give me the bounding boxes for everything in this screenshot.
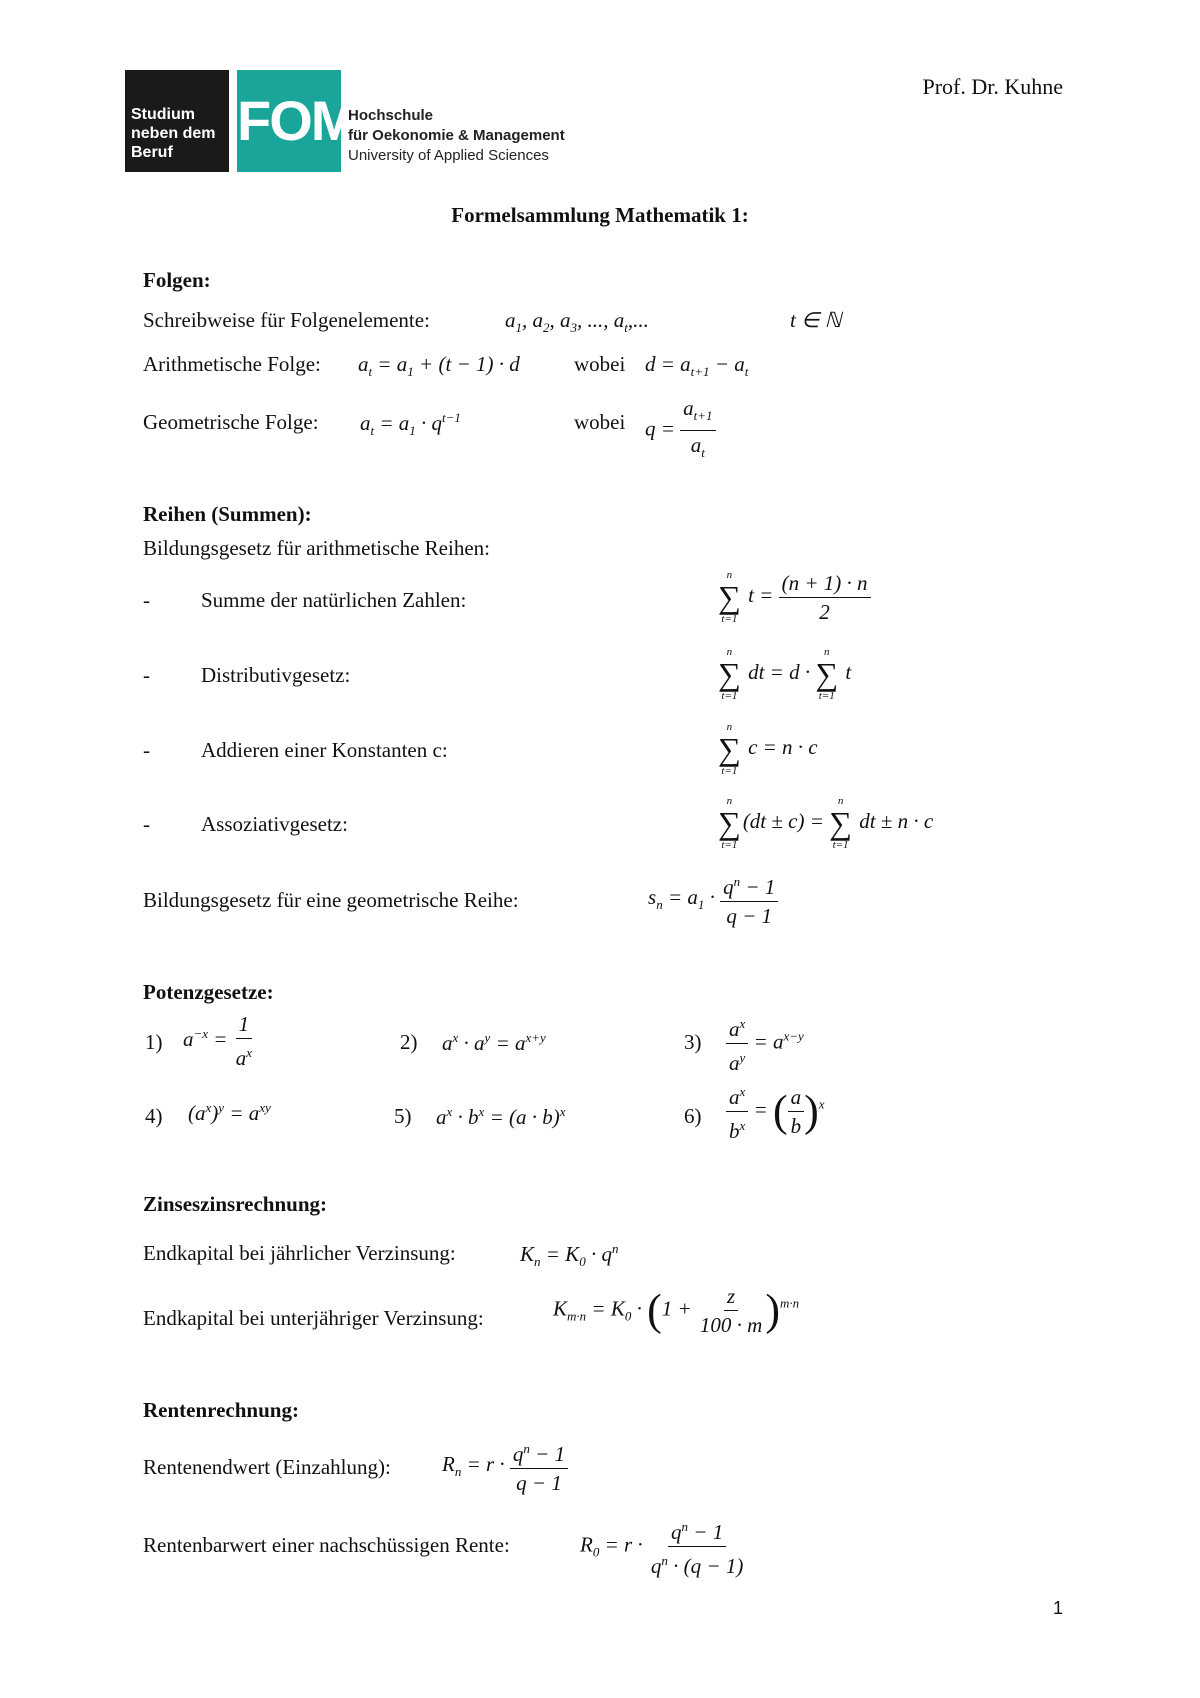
reihen-intro: Bildungsgesetz für arithmetische Reihen: (143, 536, 490, 560)
arith-formula: $a_t = a_1 + (t - 1) \cdot d$ (358, 352, 520, 380)
potenz-formula-3: $\frac{a^x}{a^y}$ = $a^{x-y}$ (726, 1012, 804, 1075)
folge-elemente-formula: $a_1$, $a_2$, $a_3$, ..., $a_t$,... (505, 308, 649, 336)
geom-q-formula: q = $\frac{a_{t+1}}{a_t}$ (645, 396, 716, 465)
logo-box-line: neben dem (131, 125, 216, 142)
heading-zins: Zinseszinsrechnung: (143, 1192, 327, 1216)
renten-barwert-label: Rentenbarwert einer nachschüssigen Rente: (143, 1533, 510, 1557)
wobei-label: wobei (574, 410, 626, 434)
dash: - (143, 663, 150, 687)
potenz-label-2: 2) (400, 1030, 418, 1054)
zins-jaehrlich-label: Endkapital bei jährlicher Verzinsung: (143, 1241, 456, 1265)
assoziativ-formula: n ∑ t=1 (dt ± c) = n ∑ t=1 dt ± n · c (718, 795, 934, 851)
potenz-formula-1: $a^{-x}$ = $\frac{1}{a^x}$ (183, 1012, 252, 1070)
potenz-formula-6: $\frac{a^x}{b^x}$ = ( $\frac{a}{b}$ )$^x$ (726, 1080, 825, 1143)
distributiv-label: Distributivgesetz: (201, 663, 351, 687)
logo-text (348, 106, 565, 166)
renten-endwert-label: Rentenendwert (Einzahlung): (143, 1455, 391, 1479)
arith-d-formula: $d = a_{t+1} - a_t$ (645, 352, 749, 380)
potenz-label-4: 4) (145, 1104, 163, 1128)
zins-unterjaehrig-formula: $K_{m\cdot n} = K_0 \cdot (1$ + $\frac{z}{100 \cdot m}$ )$^{m\cdot n}$ (553, 1284, 800, 1337)
author: Prof. Dr. Kuhne (922, 74, 1063, 99)
potenz-label-6: 6) (684, 1104, 702, 1128)
logo-box-line: Studium (131, 106, 195, 123)
geom-label: Geometrische Folge: (143, 410, 319, 434)
page-number: 1 (1052, 1598, 1063, 1618)
t-element-formula: t ∈ ℕ (790, 308, 842, 332)
potenz-formula-5: $a^x \cdot b^x = (a \cdot b)^x$ (436, 1104, 566, 1129)
schreibweise-label: Schreibweise für Folgenelemente: (143, 308, 430, 332)
logo-box-line: Beruf (131, 144, 173, 161)
dash: - (143, 812, 150, 836)
potenz-formula-4: $(a^x)^y = a^{xy}$ (188, 1100, 271, 1125)
distributiv-formula: n ∑ t=1 dt = d · n ∑ t=1 t (718, 646, 852, 702)
logo-line1: Hochschule (348, 107, 434, 124)
page-title: Formelsammlung Mathematik 1: (451, 203, 749, 227)
konstante-formula: n ∑ t=1 c = n · c (718, 721, 818, 777)
potenz-formula-2: $a^x \cdot a^y = a^{x+y}$ (442, 1030, 546, 1055)
logo-line3: University of Applied Sciences (348, 147, 549, 164)
summe-formula: n ∑ t=1 t = $\frac{(n + 1) \cdot n}{2}$ (718, 568, 871, 626)
renten-barwert-formula: $R_0 = r$ · $\frac{q^n - 1}{q^n \cdot (q - 1)}$ (580, 1515, 746, 1578)
konstante-label: Addieren einer Konstanten c: (201, 738, 448, 762)
summe-label: Summe der natürlichen Zahlen: (201, 588, 467, 612)
heading-renten: Rentenrechnung: (143, 1398, 299, 1422)
assoziativ-label: Assoziativgesetz: (201, 812, 348, 836)
arith-label: Arithmetische Folge: (143, 352, 321, 376)
logo-studium-box (125, 70, 229, 172)
geom-formula: $a_t = a_1 \cdot q^{t-1}$ (360, 410, 461, 439)
zins-jaehrlich-formula: $K_n = K_0 \cdot q^n$ (520, 1241, 619, 1270)
renten-endwert-formula: $R_n = r$ · $\frac{q^n - 1}{q - 1}$ (442, 1437, 568, 1495)
potenz-label-3: 3) (684, 1030, 702, 1054)
dash: - (143, 588, 150, 612)
wobei-label: wobei (574, 352, 626, 376)
logo-fom: FOM (237, 70, 341, 172)
potenz-label-5: 5) (394, 1104, 412, 1128)
zins-unterjaehrig-label: Endkapital bei unterjähriger Verzinsung: (143, 1306, 484, 1330)
potenz-label-1: 1) (145, 1030, 163, 1054)
heading-potenz: Potenzgesetze: (143, 980, 274, 1004)
logo-line2: für Oekonomie & Management (348, 127, 565, 144)
dash: - (143, 738, 150, 762)
geom-reihe-formula: $s_n = a_1$ · $\frac{q^n - 1}{q - 1}$ (648, 870, 778, 928)
heading-reihen: Reihen (Summen): (143, 502, 312, 526)
geom-reihe-label: Bildungsgesetz für eine geometrische Reihe: (143, 888, 519, 912)
heading-folgen: Folgen: (143, 268, 211, 292)
